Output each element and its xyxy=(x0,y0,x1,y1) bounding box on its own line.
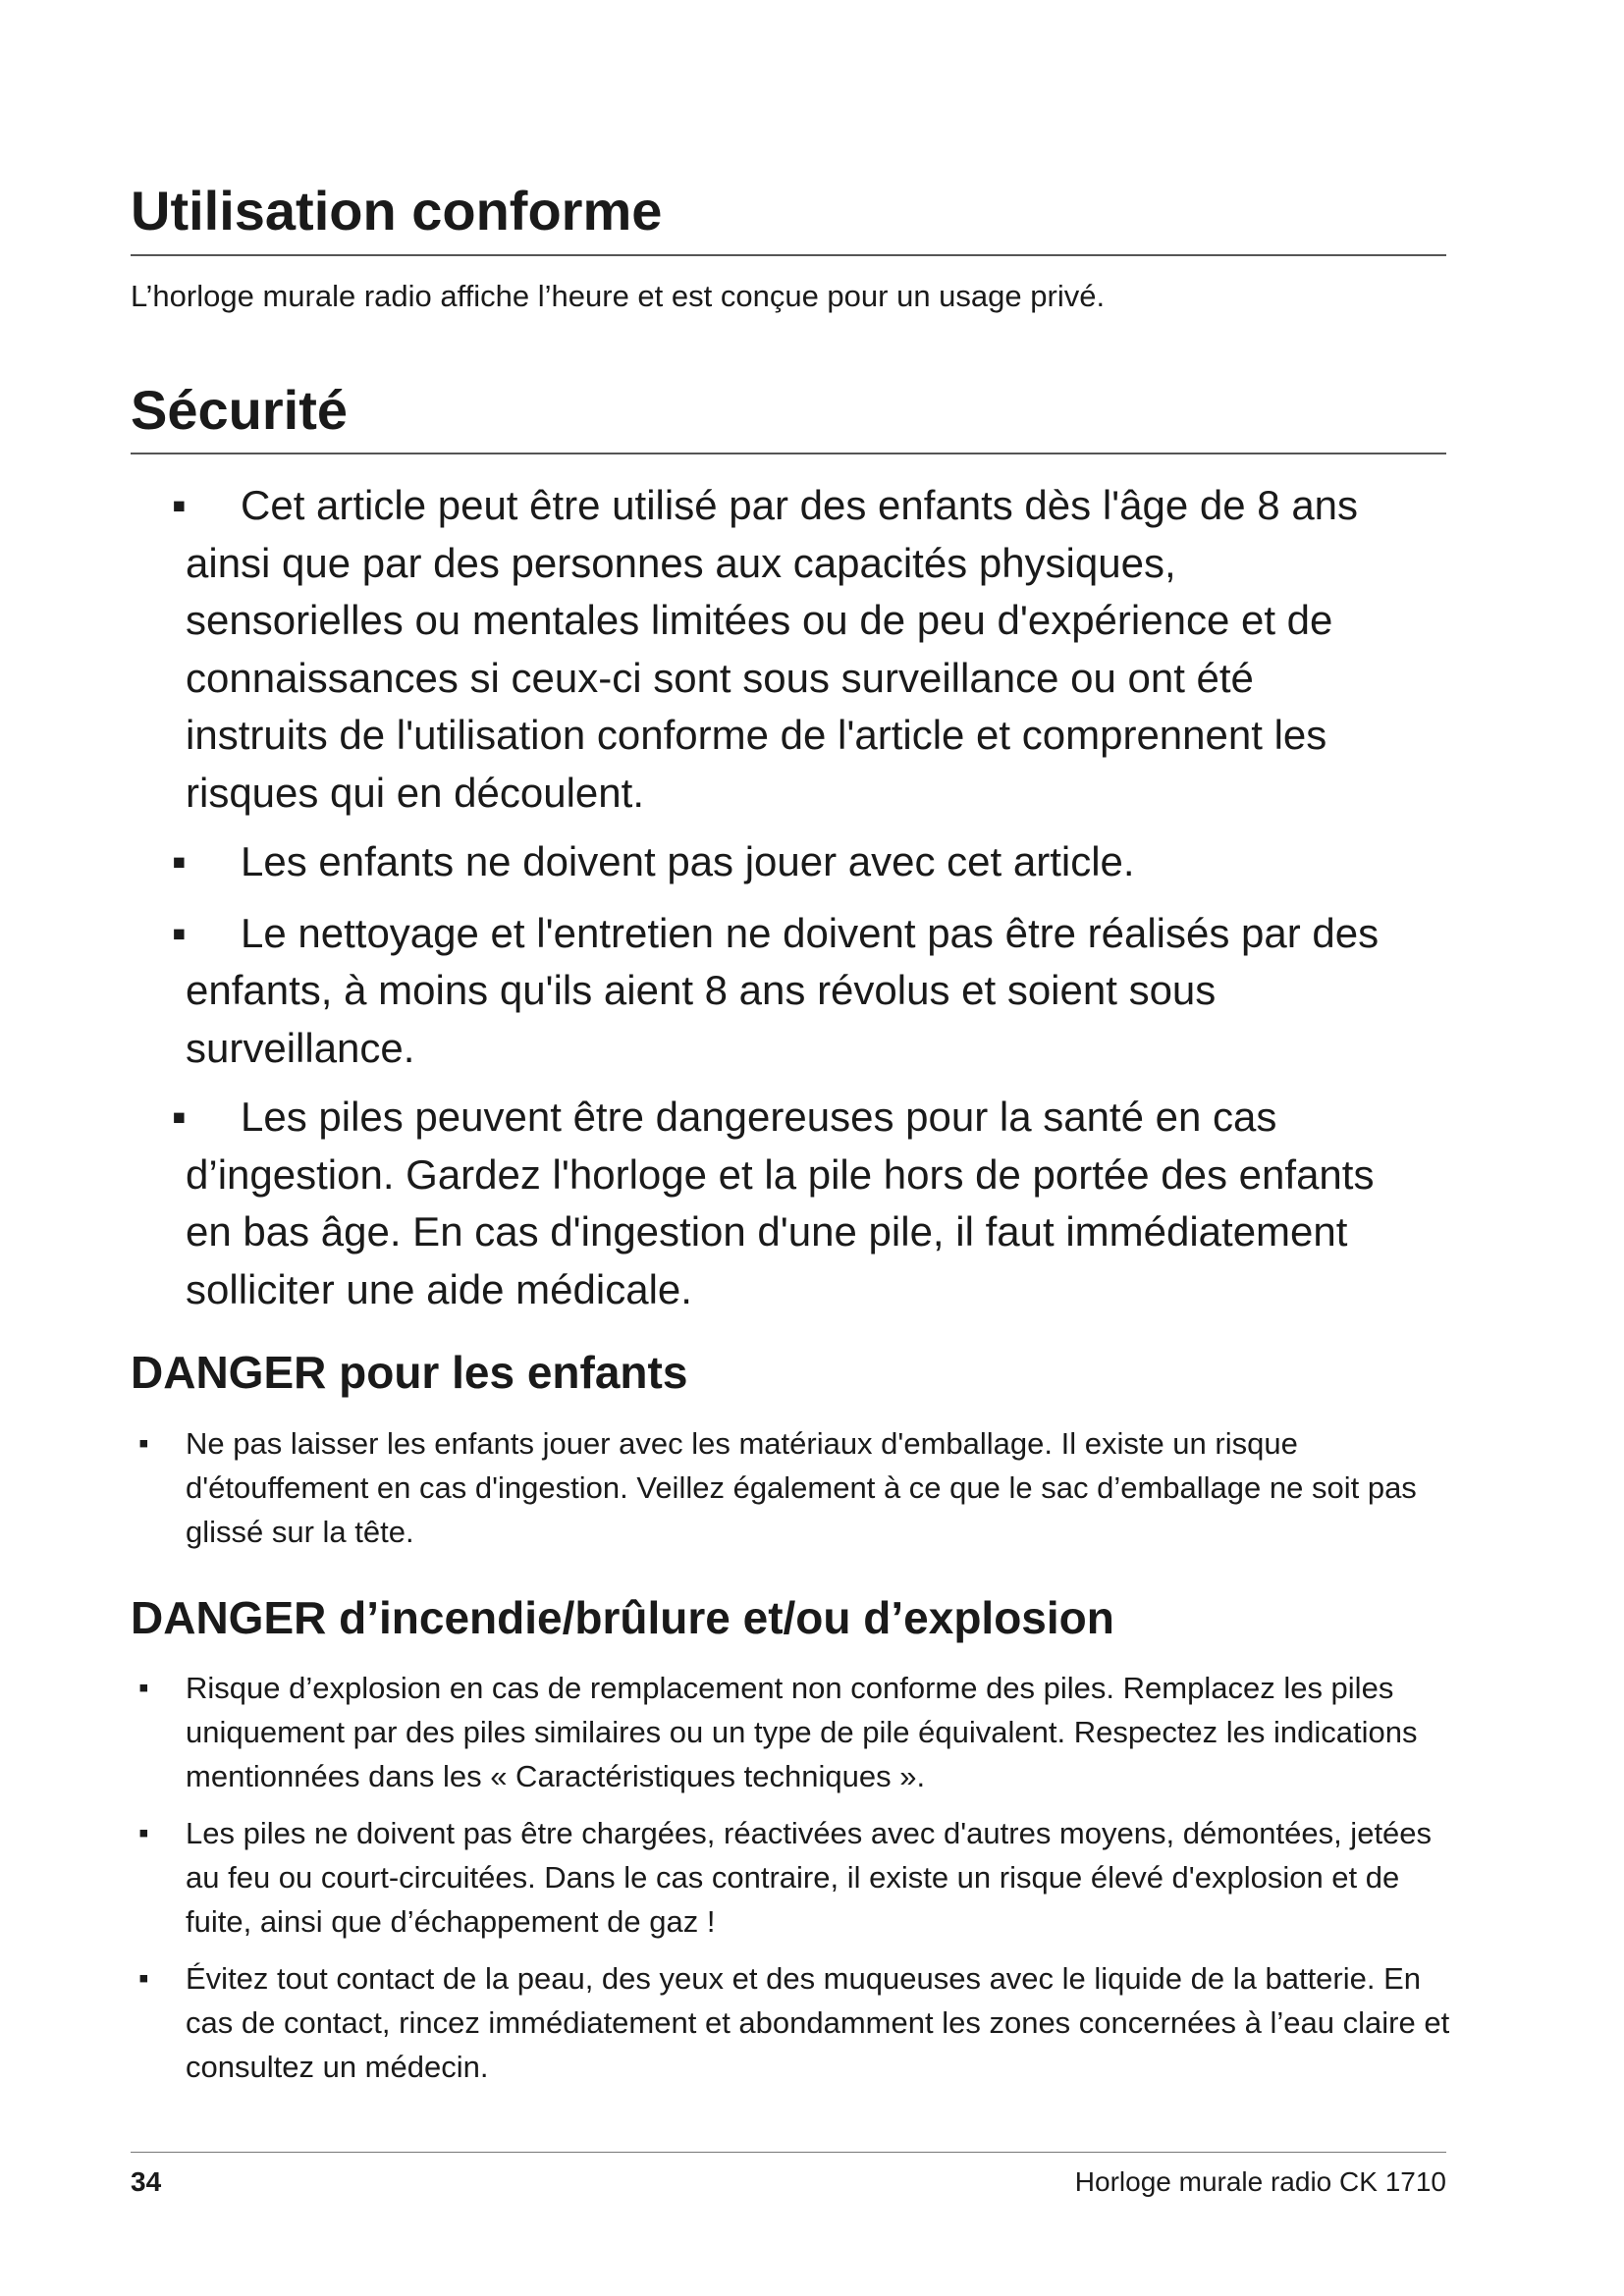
list-item-text: Risque d’explosion en cas de remplacement non conforme des piles. Remplacez les piles uniquement par des piles similaires ou un type de pile équivalent. Respectez les indications mentionnées dans les « Caractéristiques techniques ». xyxy=(186,1671,1418,1793)
list-item xyxy=(131,477,1403,822)
bullet-icon: ▪ xyxy=(172,482,187,528)
list-item-text: Le nettoyage et l'entretien ne doivent pas être réalisés par des enfants, à moins qu'ils aient 8 ans révolus et soient sous surveillance. xyxy=(186,909,1380,1071)
list-item xyxy=(131,1666,1452,1798)
heading-rule xyxy=(131,254,1446,256)
document-title: Horloge murale radio CK 1710 xyxy=(1074,2166,1446,2197)
heading-danger-fire: DANGER d’incendie/brûlure et/ou d’explosion xyxy=(131,1592,1114,1643)
list-item-text: Les piles peuvent être dangereuses pour la santé en cas d’ingestion. Gardez l'horloge et la pile hors de portée des enfants en bas âge. En cas d'ingestion d'une pile, il faut immédiatement solliciter une aide médicale. xyxy=(186,1094,1375,1312)
bullet-icon: ▪ xyxy=(138,1672,149,1704)
list-item xyxy=(131,1421,1452,1554)
list-item-text: Cet article peut être utilisé par des enfants dès l'âge de 8 ans ainsi que par des personnes aux capacités physiques, sensorielles ou mentales limitées ou de peu d'expérience et de connaissances si ceux-ci sont sous surveillance ou ont été instruits de l'utilisation conforme de l'article et comprennent les risques qui en découlent. xyxy=(186,482,1359,816)
bullet-icon: ▪ xyxy=(138,1962,149,1995)
list-item-text: Ne pas laisser les enfants jouer avec les matériaux d'emballage. Il existe un risque d'étouffement en cas d'ingestion. Veillez également à ce que le sac d’emballage ne soit pas glissé sur la tête. xyxy=(186,1426,1417,1549)
list-item xyxy=(131,905,1403,1078)
list-item xyxy=(131,1956,1452,2089)
heading-danger-children: DANGER pour les enfants xyxy=(131,1347,688,1398)
list-item xyxy=(131,1811,1452,1944)
list-item-text: Les piles ne doivent pas être chargées, réactivées avec d'autres moyens, démontées, jetées au feu ou court-circuitées. Dans le cas contraire, il existe un risque élevé d'explosion et de fuite, ainsi que d’échappement de gaz ! xyxy=(186,1816,1433,1939)
heading-rule xyxy=(131,453,1446,454)
heading-safety: Sécurité xyxy=(131,379,348,441)
bullet-icon: ▪ xyxy=(138,1427,149,1460)
bullet-icon: ▪ xyxy=(138,1817,149,1849)
bullet-icon: ▪ xyxy=(172,909,187,956)
list-item-text: Les enfants ne doivent pas jouer avec cet article. xyxy=(241,838,1135,884)
list-item xyxy=(131,1089,1403,1318)
list-item-text: Évitez tout contact de la peau, des yeux et des muqueuses avec le liquide de la batterie. En cas de contact, rincez immédiatement et abondamment les zones concernées à l’eau claire et consultez un médecin. xyxy=(186,1961,1450,2084)
list-item xyxy=(131,833,1403,891)
safety-list xyxy=(131,477,1446,1318)
footer-rule xyxy=(131,2152,1446,2153)
heading-usage: Utilisation conforme xyxy=(131,180,663,241)
page-number: 34 xyxy=(131,2166,162,2197)
danger-children-list xyxy=(131,1421,1446,1567)
bullet-icon: ▪ xyxy=(172,1094,187,1140)
usage-text: L’horloge murale radio affiche l’heure et est conçue pour un usage privé. xyxy=(131,279,1106,313)
danger-fire-list xyxy=(131,1666,1450,2102)
bullet-icon: ▪ xyxy=(172,838,187,884)
